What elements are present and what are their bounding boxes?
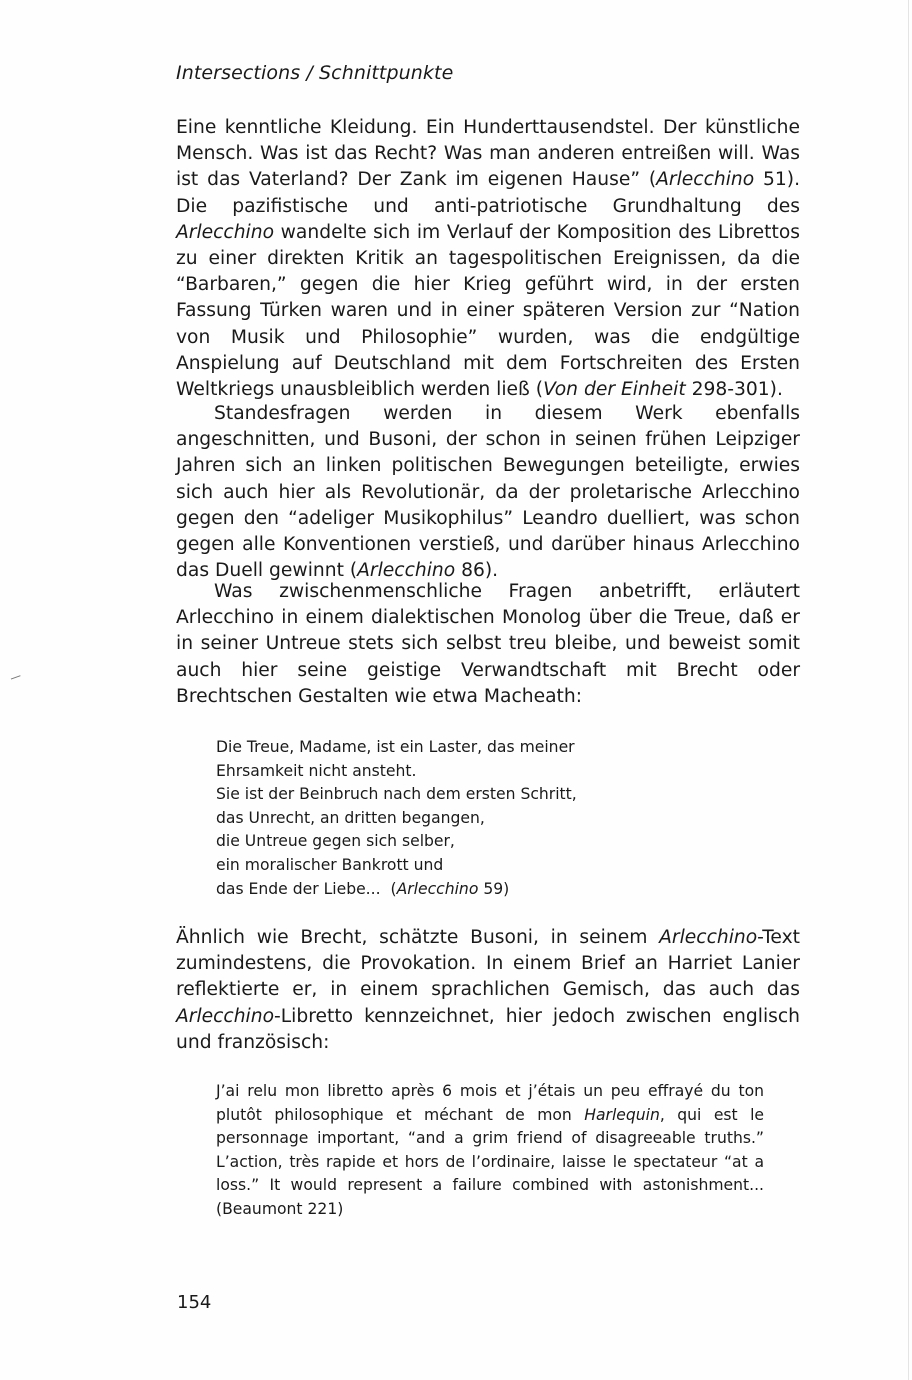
running-head: Intersections / Schnittpunkte xyxy=(176,62,454,84)
text-run: 298-301). xyxy=(685,379,783,401)
text-run: , qui est le personnage important, “and a grim friend of disagreeable truths.” L’action, très rapide et hors de l’ordinaire, laisse le spectateur “at a loss.” It would represent a failure combined with astonishment... (Beaumont 221) xyxy=(216,1105,765,1218)
margin-pencil-mark xyxy=(9,671,20,679)
verse-line: Die Treue, Madame, ist ein Laster, das meiner xyxy=(216,738,575,756)
verse-line: ein moralischer Bankrott und xyxy=(216,855,444,874)
page-number: 154 xyxy=(177,1292,212,1313)
text-run: -Text zumindestens, die Provokation. In einem Brief an Harriet Lanier reflektierte er, in einem sprachlichen Gemisch, das auch das xyxy=(176,927,800,1001)
work-title: Arlecchino xyxy=(176,1005,275,1027)
work-title: Harlequin xyxy=(584,1105,660,1124)
text-run: 86). xyxy=(455,560,499,582)
work-title: Arlecchino xyxy=(659,927,758,948)
verse-line: das Unrecht, an dritten begangen, xyxy=(216,808,485,827)
verse-line: die Untreue gegen sich selber, xyxy=(216,832,455,851)
work-title: Arlecchino xyxy=(357,560,456,582)
citation-prefix: ( xyxy=(380,879,397,898)
verse-quote xyxy=(216,736,577,901)
text-run: Eine kenntliche Kleidung. Ein Hunderttausendstel. Der künstliche Mensch. Was ist das Recht? Was man anderen entreißen will. Was ist das Vaterland? Der Zank im eigenen Hause” ( xyxy=(176,117,800,191)
page-edge xyxy=(908,0,909,1380)
text-run: Standesfragen werden in diesem Werk ebenfalls angeschnitten, und Busoni, der schon in seinen frühen Leipziger Jahren sich an linken politischen Bewegungen beteiligte, erwies sich auch hier als Revolutionär, da der proletarische Arlecchino gegen den “adeliger Musikophilus” Leandro duelliert, was schon gegen alle Konventionen verstieß, und darüber hinaus Arlecchino das Duell gewinnt ( xyxy=(176,403,800,582)
verse-line-text: das Ende der Liebe... xyxy=(216,879,381,898)
verse-line: Ehrsamkeit nicht ansteht. xyxy=(216,761,417,780)
work-title: Arlecchino xyxy=(176,221,275,243)
citation-suffix: 59) xyxy=(478,879,510,898)
text-run: 51). Die pazifistische und anti-patriotische Grundhaltung des xyxy=(176,169,801,217)
work-title: Von der Einheit xyxy=(543,379,686,401)
text-run: wandelte sich im Verlauf der Komposition des Librettos zu einer direkten Kritik an tagespolitischen Ereignissen, da die “Barbaren,” gegen die hier Krieg geführt wird, in der ersten Fassung Türken waren und in einer späteren Version zur “Nation von Musik und Philosophie” wurden, was die endgültige Anspielung auf Deutschland mit dem Fortschreiten des Ersten Weltkriegs unausbleiblich werden ließ ( xyxy=(176,221,800,401)
verse-line: Sie ist der Beinbruch nach dem ersten Schritt, xyxy=(216,785,577,804)
paragraph-3 xyxy=(176,579,800,710)
paragraph-1 xyxy=(176,115,800,403)
paragraph-2 xyxy=(176,401,800,584)
work-title: Arlecchino xyxy=(656,169,755,191)
text-run: Ähnlich wie Brecht, schätzte Busoni, in seinem xyxy=(176,927,660,948)
text-run: J’ai relu mon libretto après 6 mois et j’étais un peu effrayé du ton plutôt philosophique et méchant de mon xyxy=(216,1082,764,1124)
verse-line-last xyxy=(216,878,577,902)
letter-quote xyxy=(216,1080,764,1222)
paragraph-4 xyxy=(176,925,800,1056)
text-run: Was zwischenmenschliche Fragen anbetrifft, erläutert Arlecchino in einem dialektischen Monolog über die Treue, daß er in seiner Untreue stets sich selbst treu bleibe, und beweist somit auch hier seine geistige Verwandtschaft mit Brecht oder Brechtschen Gestalten wie etwa Macheath: xyxy=(176,581,800,707)
citation-title: Arlecchino xyxy=(396,879,479,898)
text-run: -Libretto kennzeichnet, hier jedoch zwischen englisch und französisch: xyxy=(176,1005,800,1053)
